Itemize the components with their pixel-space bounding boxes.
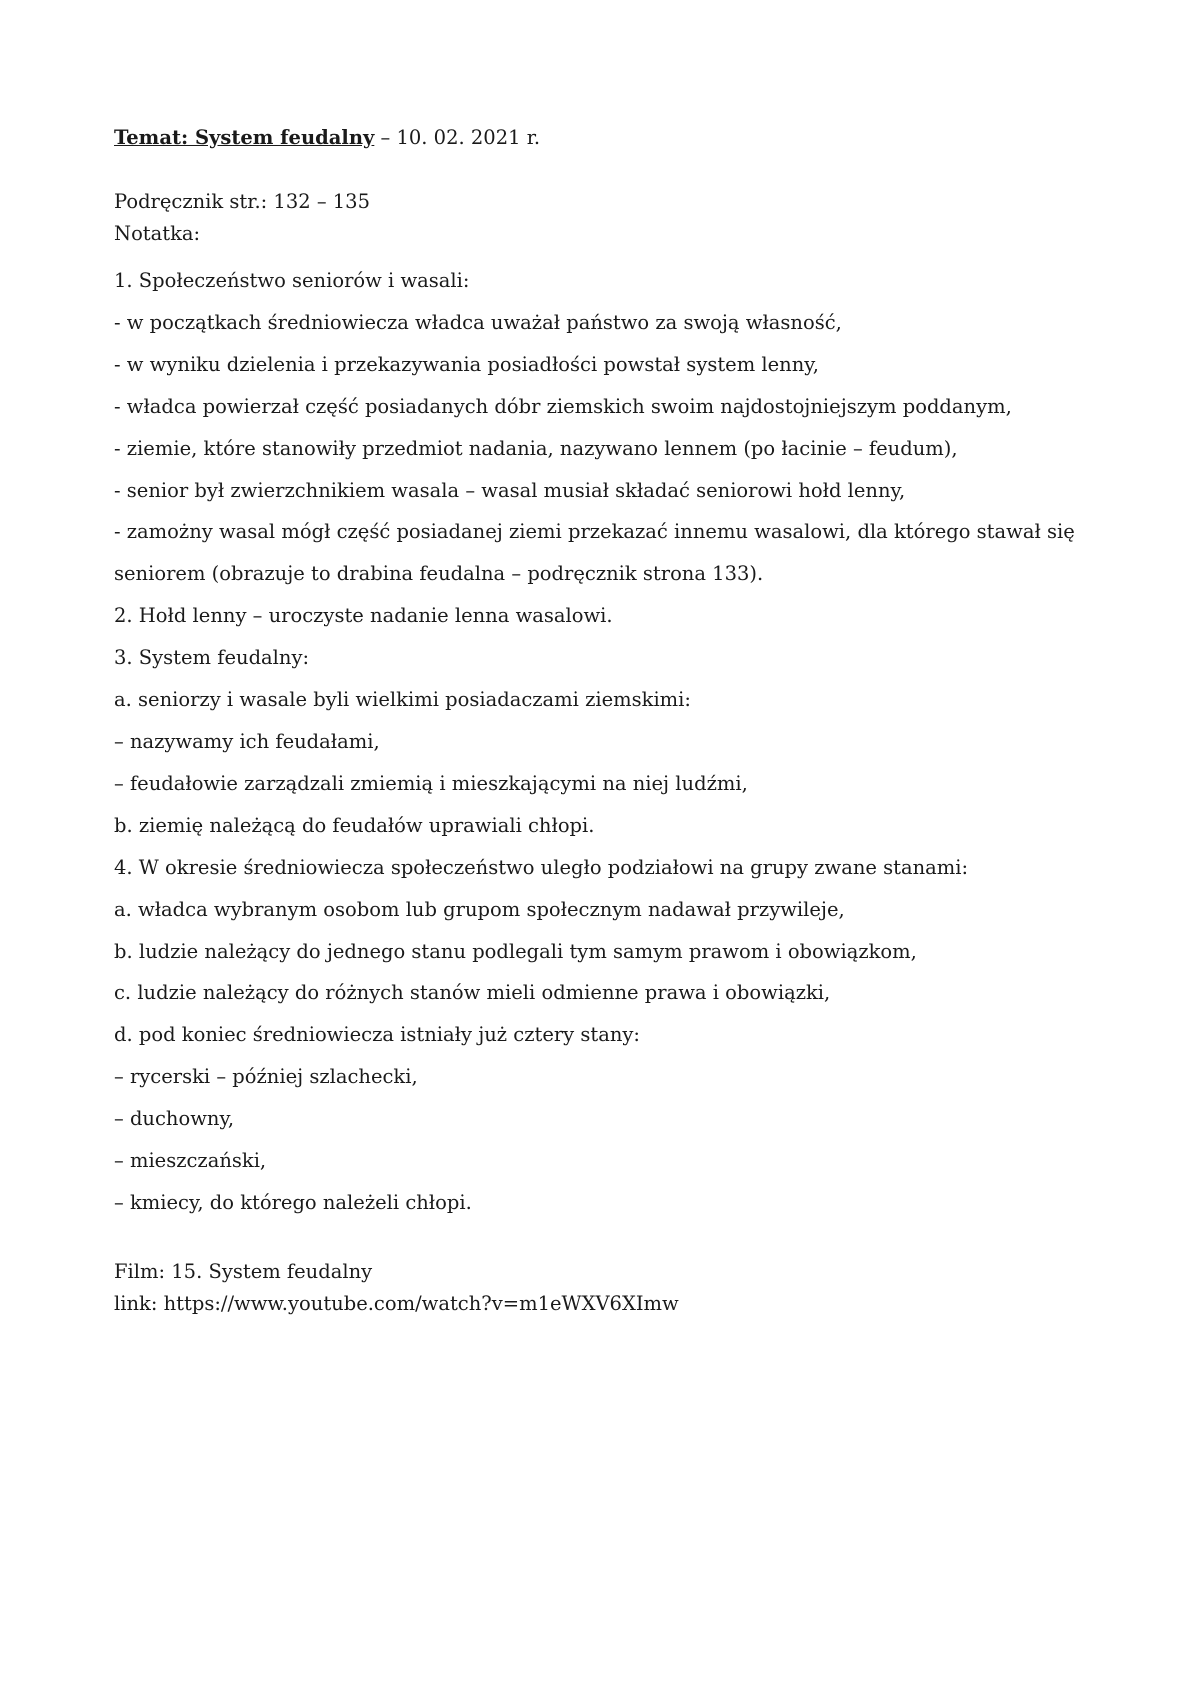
note-line: 2. Hołd lenny – uroczyste nadanie lenna wasalowi. (114, 604, 613, 628)
note-line: – nazywamy ich feudałami, (114, 729, 380, 753)
note-line: – feudałowie zarządzali zmiemią i mieszkającymi na niej ludźmi, (114, 771, 748, 795)
lesson-title: Temat: System feudalny (114, 126, 375, 149)
film-section (114, 1256, 1114, 1320)
lesson-meta (114, 186, 1114, 250)
note-line: – mieszczański, (114, 1149, 267, 1173)
document-content (114, 118, 1114, 1320)
note-line: c. ludzie należący do różnych stanów mieli odmienne prawa i obowiązki, (114, 981, 831, 1005)
note-line: - w początkach średniowiecza władca uważał państwo za swoją własność, (114, 310, 842, 334)
note-line: - w wyniku dzielenia i przekazywania posiadłości powstał system lenny, (114, 352, 819, 376)
note-line: - senior był zwierzchnikiem wasala – wasal musiał składać seniorowi hołd lenny, (114, 478, 906, 502)
film-title: Film: 15. System feudalny (114, 1259, 373, 1283)
note-body (114, 260, 1114, 1224)
note-line: 3. System feudalny: (114, 646, 310, 670)
note-line: – kmiecy, do którego należeli chłopi. (114, 1190, 472, 1214)
note-line: seniorem (obrazuje to drabina feudalna – podręcznik strona 133). (114, 562, 764, 586)
note-line: – duchowny, (114, 1107, 235, 1131)
note-line: a. seniorzy i wasale byli wielkimi posiadaczami ziemskimi: (114, 688, 691, 712)
lesson-title-line (114, 118, 1114, 158)
note-line: b. ziemię należącą do feudałów uprawiali chłopi. (114, 813, 595, 837)
film-link: link: https://www.youtube.com/watch?v=m1eWXV6XImw (114, 1291, 679, 1315)
note-line: - władca powierzał część posiadanych dóbr ziemskich swoim najdostojniejszym poddanym, (114, 394, 1012, 418)
note-line: - zamożny wasal mógł część posiadanej ziemi przekazać innemu wasalowi, dla którego stawał się (114, 520, 1075, 544)
note-line: d. pod koniec średniowiecza istniały już cztery stany: (114, 1023, 641, 1047)
note-label: Notatka: (114, 222, 201, 245)
note-line: – rycerski – później szlachecki, (114, 1065, 418, 1089)
note-line: - ziemie, które stanowiły przedmiot nadania, nazywano lennem (po łacinie – feudum), (114, 436, 958, 460)
note-line: a. władca wybranym osobom lub grupom społecznym nadawał przywileje, (114, 897, 845, 921)
lesson-date: – 10. 02. 2021 r. (374, 126, 541, 149)
textbook-pages: Podręcznik str.: 132 – 135 (114, 190, 370, 213)
note-line: 4. W okresie średniowiecza społeczeństwo uległo podziałowi na grupy zwane stanami: (114, 855, 969, 879)
note-line: b. ludzie należący do jednego stanu podlegali tym samym prawom i obowiązkom, (114, 939, 917, 963)
note-line: 1. Społeczeństwo seniorów i wasali: (114, 269, 470, 292)
